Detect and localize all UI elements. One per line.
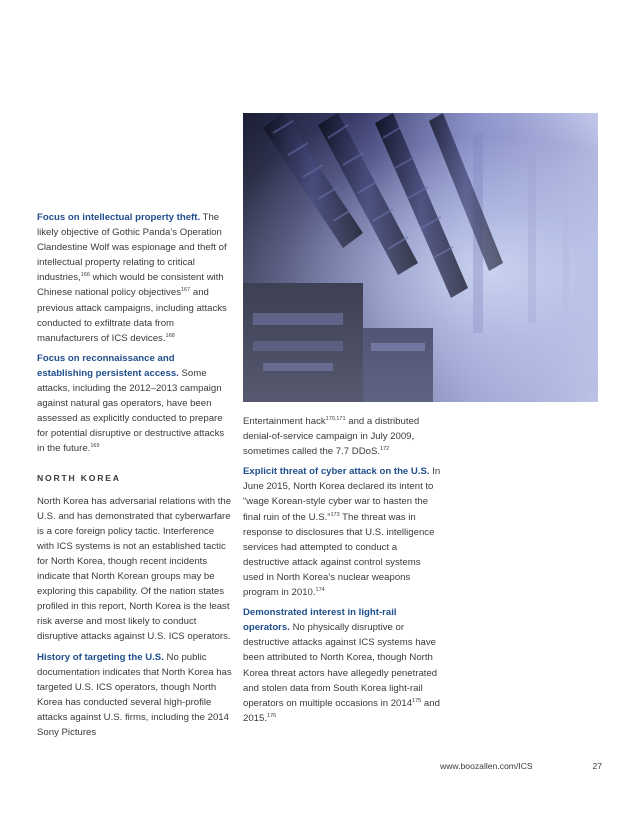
footnote-ref: 172 [380,446,390,453]
lead-light-rail: Demonstrated interest in light-rail operators. [243,607,397,634]
paragraph-history-targeting: History of targeting the U.S. No public documentation indicates that North Korea has targeted U.S. ICS operators, though North Korea has conducted several high-profile attacks against U.S. firms, including the 2014 Sony Pictures [37,651,232,738]
footnote-ref: 168 [165,332,175,339]
paragraph-light-rail: Demonstrated interest in light-rail operators. No physically disruptive or destructive attacks against ICS systems have been attributed to North Korea, though North Korea threat actors have allegedly penetrated and stolen data from South Korea light-rail operators on multiple occasions in 2014$^{175}$ and 2015.$^{176}$ [243,607,440,724]
page-number: 27 [592,761,602,771]
lead-history-targeting: History of targeting the U.S. [37,651,164,663]
right-column [243,414,443,731]
footnote-ref: 173 [330,511,340,518]
paragraph-reconnaissance: Focus on reconnaissance and establishing persistent access. Some attacks, including the 2012–2013 campaign against natural gas operators, have been assessed as explicitly conducted to prepare for potential disruptive or destructive attacks in the future.$^{169}$ [37,352,225,455]
footnote-ref: 175 [412,697,422,704]
paragraph-sony-continuation: Entertainment hack$^{170,171}$ and a distributed denial-of-service campaign in July 2009, sometimes called the 7.7 DDoS.$^{172}$ [243,416,420,458]
lead-ip-theft: Focus on intellectual property theft. [37,212,201,223]
footnote-ref: 166 [80,272,90,279]
photo-illustration [243,113,598,402]
power-station-insulators-photo [243,113,598,402]
left-column [37,210,232,745]
paragraph-explicit-threat: Explicit threat of cyber attack on the U.S. In June 2015, North Korea declared its intent to “wage Korean-style cyber war to hasten the final ruin of the U.S.”$^{173}$ The threat was in response to disclosures that U.S. intelligence services had attempted to conduct a destructive attack against control systems used in North Korea’s nuclear weapons program in 2010.$^{174}$ [243,466,441,599]
footnote-ref: 170,171 [325,416,346,422]
paragraph-ip-theft: Focus on intellectual property theft. The likely objective of Gothic Panda’s Operation Clandestine Wolf was espionage and theft of intellectual property relating to critical industries,$^{166}$ which would be consistent with Chinese national policy objectives$^{167}$ and previous attack campaigns, including attacks conducted to exfiltrate data from manufacturers of ICS devices.$^{168}$ [37,212,227,344]
lead-reconnaissance: Focus on reconnaissance and establishing persistent access. [37,352,179,379]
lead-explicit-threat: Explicit threat of cyber attack on the U.S. [243,466,430,478]
section-heading-north-korea: NORTH KOREA [37,472,121,483]
footnote-ref: 174 [315,587,325,594]
footnote-ref: 167 [181,287,191,294]
paragraph-north-korea-intro: North Korea has adversarial relations with the U.S. and has demonstrated that cyberwarfare is a core foreign policy tactic. Interference with ICS systems is not an established tactic for North Korea, though recent incidents indicate that North Korean groups may be exploring this capability. Of the nation states profiled in this report, North Korea is the least risk averse and most likely to conduct disruptive attacks against U.S. ICS operators. [37,495,232,643]
footnote-ref: 176 [267,712,277,719]
footnote-ref: 169 [90,443,100,450]
footer-url[interactable]: www.boozallen.com/ICS [440,761,533,771]
